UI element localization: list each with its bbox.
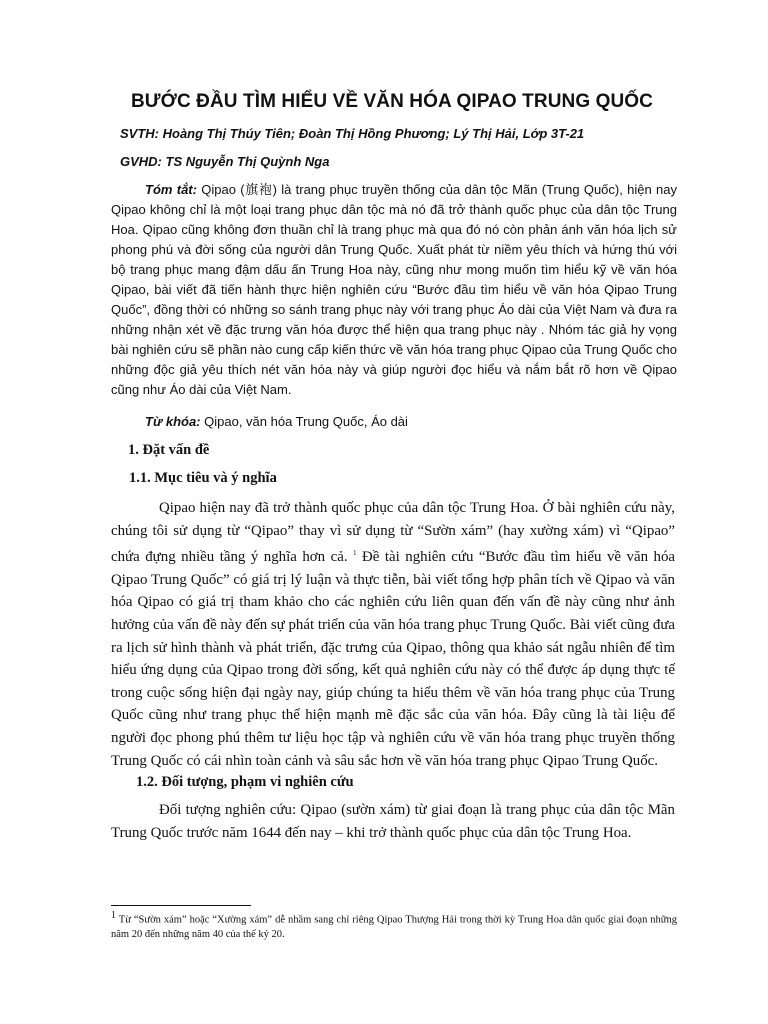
footnote-reference[interactable]: 1 bbox=[353, 549, 357, 558]
subsection-heading-1-1: 1.1. Mục tiêu và ý nghĩa bbox=[129, 470, 277, 486]
keywords-label: Từ khóa: bbox=[145, 414, 201, 429]
footnote bbox=[111, 909, 677, 942]
keywords-text: Qipao, văn hóa Trung Quốc, Áo dài bbox=[200, 414, 408, 429]
paragraph-text-part1: Qipao hiện nay đã trở thành quốc phục của dân tộc Trung Hoa. Ở bài nghiên cứu này, chúng tôi sử dụng từ “Qipao” thay vì sử dụng từ “Sườn xám” (hay xường xám) vì “Qipao” chứa đựng nhiều tầng ý nghĩa hơn cả. bbox=[111, 500, 675, 566]
subsection-1-2-body bbox=[111, 799, 675, 844]
subsection-1-1-body bbox=[111, 497, 675, 772]
authors-line: SVTH: Hoàng Thị Thúy Tiên; Đoàn Thị Hồng Phương; Lý Thị Hải, Lớp 3T-21 bbox=[120, 126, 585, 141]
abstract-label: Tóm tắt: bbox=[145, 182, 197, 197]
footnote-separator bbox=[111, 905, 251, 906]
paragraph bbox=[111, 497, 675, 772]
footnote-text: Từ “Sườn xám” hoặc “Xường xám” dễ nhầm sang chỉ riêng Qipao Thượng Hải trong thời kỳ Trung Hoa dân quốc giai đoạn những năm 20 đến những năm 40 của thế kỷ 20. bbox=[111, 914, 677, 940]
abstract-text: Qipao (旗袍) là trang phục truyền thống của dân tộc Mãn (Trung Quốc), hiện nay Qipao không chỉ là một loại trang phục dân tộc mà nó đã trở thành quốc phục của dân tộc Trung Hoa. Qipao cũng không đơn thuần chỉ là trang phục mà qua đó nó còn phản ánh văn hóa lịch sử phong phú và đời sống của người dân Trung Quốc. Xuất phát từ niềm yêu thích và hứng thú với bộ trang phục mang đậm dấu ấn Trung Hoa này, cũng như mong muốn tìm hiểu kỹ về văn hóa Qipao, bài viết đã tiến hành thực hiện nghiên cứu “Bước đầu tìm hiểu về văn hóa Qipao Trung Quốc”, đồng thời có những so sánh trang phục này với trang phục Áo dài của Việt Nam và đưa ra những nhận xét về đặc trưng văn hóa được thể hiện qua trang phục này . Nhóm tác giả hy vọng bài nghiên cứu sẽ phần nào cung cấp kiến thức về văn hóa trang phục Qipao của Trung Quốc cho những độc giả yêu thích nét văn hóa này và giúp người đọc hiểu và nắm bắt rõ hơn về Qipao cũng như Áo dài của Việt Nam. bbox=[111, 182, 677, 397]
abstract-paragraph bbox=[111, 180, 677, 400]
subsection-heading-1-2: 1.2. Đối tượng, phạm vi nghiên cứu bbox=[136, 774, 354, 790]
section-heading-1: 1. Đặt vấn đề bbox=[128, 442, 210, 458]
abstract bbox=[111, 180, 677, 400]
advisor-line: GVHD: TS Nguyễn Thị Quỳnh Nga bbox=[120, 154, 330, 169]
footnote-number: 1 bbox=[111, 910, 116, 921]
keywords bbox=[145, 414, 408, 429]
paragraph: Đối tượng nghiên cứu: Qipao (sườn xám) từ giai đoạn là trang phục của dân tộc Mãn Trung Quốc trước năm 1644 đến nay – khi trở thành quốc phục của dân tộc Trung Hoa. bbox=[111, 802, 675, 841]
paragraph-text-part2: Đề tài nghiên cứu “Bước đầu tìm hiểu về văn hóa Qipao Trung Quốc” có giá trị lý luận và thực tiễn, bài viết tổng hợp phân tích về Qipao và văn hóa Qipao có giá trị tham khảo cho các nghiên cứu liên quan đến vấn đề này cũng như ảnh hưởng của vấn đề này đến sự phát triển của văn hóa trang phục Trung Quốc. Bài viết cũng đưa ra lịch sử hình thành và phát triển, đặc trưng của Qipao, thông qua khảo sát ngẫu nhiên để tìm hiểu ứng dụng của Qipao trong đời sống, kết quả nghiên cứu này có thể được áp dụng thực tế trong cuộc sống hiện đại ngày nay, giúp chúng ta hiểu thêm về văn hóa trang phục của Trung Quốc cũng như trang phục thể hiện mạnh mẽ đặc sắc của văn hóa. Đây cũng là tài liệu để người đọc phong phú thêm tư liệu học tập và nghiên cứu về văn hóa trang phục truyền thống Trung Quốc có cái nhìn toàn cảnh và sâu sắc hơn về văn hóa trang phục Qipao Trung Quốc. bbox=[111, 549, 676, 769]
paper-title: BƯỚC ĐẦU TÌM HIỂU VỀ VĂN HÓA QIPAO TRUNG QUỐC bbox=[130, 91, 654, 112]
